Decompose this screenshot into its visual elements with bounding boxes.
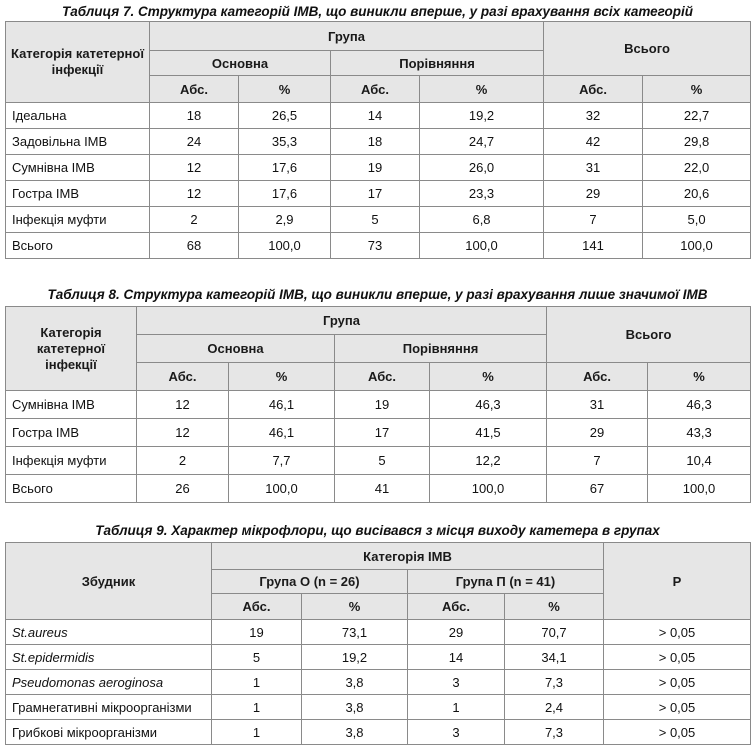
cell-value: 29 xyxy=(547,419,648,447)
cell-value: 7 xyxy=(547,447,648,475)
cell-value: > 0,05 xyxy=(604,720,751,745)
table7-header-abs: Абс. xyxy=(150,76,239,103)
table8 xyxy=(5,306,751,503)
row-label: Всього xyxy=(6,475,137,503)
table7-header-abs: Абс. xyxy=(544,76,643,103)
row-label: Pseudomonas aeroginosa xyxy=(6,670,212,695)
table-row xyxy=(6,645,751,670)
table-row xyxy=(6,695,751,720)
table-row xyxy=(6,720,751,745)
cell-value: 35,3 xyxy=(239,129,331,155)
cell-value: 100,0 xyxy=(239,233,331,259)
table-row xyxy=(6,103,751,129)
cell-value: 26,5 xyxy=(239,103,331,129)
table9-header-category: Категорія ІМВ xyxy=(212,543,604,570)
cell-value: 18 xyxy=(150,103,239,129)
cell-value: 18 xyxy=(331,129,420,155)
cell-value: 67 xyxy=(547,475,648,503)
table8-header-abs: Абс. xyxy=(137,363,229,391)
cell-value: 2 xyxy=(137,447,229,475)
cell-value: 22,0 xyxy=(643,155,751,181)
cell-value: 31 xyxy=(547,391,648,419)
table7 xyxy=(5,21,751,259)
cell-value: 5 xyxy=(331,207,420,233)
cell-value: 70,7 xyxy=(505,620,604,645)
cell-value: 29 xyxy=(408,620,505,645)
table7-header-comparison: Порівняння xyxy=(331,51,544,76)
table8-header-total: Всього xyxy=(547,307,751,363)
cell-value: 41,5 xyxy=(430,419,547,447)
cell-value: 7,3 xyxy=(505,670,604,695)
cell-value: 12 xyxy=(150,181,239,207)
table8-header-pct: % xyxy=(430,363,547,391)
cell-value: 100,0 xyxy=(420,233,544,259)
table-row-total xyxy=(6,233,751,259)
table9-header-group-p: Група П (n = 41) xyxy=(408,570,604,594)
row-label: Сумнівна ІМВ xyxy=(6,155,150,181)
row-label: Інфекція муфти xyxy=(6,447,137,475)
table-row xyxy=(6,419,751,447)
table7-header-pct: % xyxy=(420,76,544,103)
cell-value: > 0,05 xyxy=(604,620,751,645)
cell-value: 24,7 xyxy=(420,129,544,155)
cell-value: 17 xyxy=(335,419,430,447)
cell-value: 6,8 xyxy=(420,207,544,233)
cell-value: 29 xyxy=(544,181,643,207)
cell-value: 141 xyxy=(544,233,643,259)
row-label: Ідеальна xyxy=(6,103,150,129)
table8-caption: Таблиця 8. Структура категорій ІМВ, що виникли вперше, у разі врахування лише значимої ІМВ xyxy=(47,287,708,302)
cell-value: 46,1 xyxy=(229,391,335,419)
cell-value: 42 xyxy=(544,129,643,155)
cell-value: 19 xyxy=(331,155,420,181)
cell-value: 1 xyxy=(212,720,302,745)
cell-value: 26,0 xyxy=(420,155,544,181)
cell-value: 43,3 xyxy=(648,419,751,447)
cell-value: 100,0 xyxy=(229,475,335,503)
row-label: St.epidermidis xyxy=(6,645,212,670)
table-row xyxy=(6,447,751,475)
cell-value: 31 xyxy=(544,155,643,181)
cell-value: 100,0 xyxy=(643,233,751,259)
table7-header-pct: % xyxy=(239,76,331,103)
table7-header-main: Основна xyxy=(150,51,331,76)
cell-value: 1 xyxy=(408,695,505,720)
row-label: Задовільна ІМВ xyxy=(6,129,150,155)
table8-header-category: Категорія катетерної інфекції xyxy=(6,307,137,391)
table-row-total xyxy=(6,475,751,503)
table7-header-total: Всього xyxy=(544,22,751,76)
cell-value: 2,4 xyxy=(505,695,604,720)
row-label: Всього xyxy=(6,233,150,259)
cell-value: 26 xyxy=(137,475,229,503)
cell-value: 41 xyxy=(335,475,430,503)
table9 xyxy=(5,542,751,745)
cell-value: 2,9 xyxy=(239,207,331,233)
table7-header-pct: % xyxy=(643,76,751,103)
row-label: Грибкові мікроорганізми xyxy=(6,720,212,745)
cell-value: 20,6 xyxy=(643,181,751,207)
cell-value: 19 xyxy=(212,620,302,645)
cell-value: 2 xyxy=(150,207,239,233)
table-row xyxy=(6,207,751,233)
cell-value: 17,6 xyxy=(239,155,331,181)
cell-value: 46,1 xyxy=(229,419,335,447)
table7-caption: Таблиця 7. Структура категорій ІМВ, що виникли вперше, у разі врахування всіх категорій xyxy=(61,4,694,19)
cell-value: 7,7 xyxy=(229,447,335,475)
cell-value: 73,1 xyxy=(302,620,408,645)
cell-value: 23,3 xyxy=(420,181,544,207)
row-label: Гостра ІМВ xyxy=(6,419,137,447)
table8-header-main: Основна xyxy=(137,335,335,363)
row-label: Сумнівна ІМВ xyxy=(6,391,137,419)
cell-value: 17 xyxy=(331,181,420,207)
table8-header-comparison: Порівняння xyxy=(335,335,547,363)
cell-value: 34,1 xyxy=(505,645,604,670)
cell-value: 12 xyxy=(137,391,229,419)
table7-header-group: Група xyxy=(150,22,544,51)
cell-value: 1 xyxy=(212,695,302,720)
table-row xyxy=(6,391,751,419)
cell-value: > 0,05 xyxy=(604,645,751,670)
cell-value: 5,0 xyxy=(643,207,751,233)
cell-value: 3,8 xyxy=(302,670,408,695)
cell-value: 1 xyxy=(212,670,302,695)
cell-value: 14 xyxy=(331,103,420,129)
cell-value: 3 xyxy=(408,670,505,695)
cell-value: 5 xyxy=(212,645,302,670)
table8-header-group: Група xyxy=(137,307,547,335)
cell-value: 22,7 xyxy=(643,103,751,129)
cell-value: 10,4 xyxy=(648,447,751,475)
cell-value: 7,3 xyxy=(505,720,604,745)
cell-value: 12,2 xyxy=(430,447,547,475)
cell-value: 29,8 xyxy=(643,129,751,155)
cell-value: 14 xyxy=(408,645,505,670)
cell-value: 7 xyxy=(544,207,643,233)
cell-value: 3,8 xyxy=(302,720,408,745)
cell-value: 5 xyxy=(335,447,430,475)
cell-value: 3 xyxy=(408,720,505,745)
row-label: Інфекція муфти xyxy=(6,207,150,233)
cell-value: 19,2 xyxy=(420,103,544,129)
cell-value: 3,8 xyxy=(302,695,408,720)
cell-value: 46,3 xyxy=(648,391,751,419)
table9-header-pct: % xyxy=(505,594,604,620)
row-label: Гостра ІМВ xyxy=(6,181,150,207)
table7-header-abs: Абс. xyxy=(331,76,420,103)
row-label: St.aureus xyxy=(6,620,212,645)
table7-header-category: Категорія катетерної інфекції xyxy=(6,22,150,103)
table9-header-p: P xyxy=(604,543,751,620)
cell-value: 32 xyxy=(544,103,643,129)
table8-header-pct: % xyxy=(229,363,335,391)
row-label: Грамнегативні мікроорганізми xyxy=(6,695,212,720)
table-row xyxy=(6,620,751,645)
cell-value: > 0,05 xyxy=(604,670,751,695)
table9-header-pct: % xyxy=(302,594,408,620)
table8-header-pct: % xyxy=(648,363,751,391)
cell-value: 73 xyxy=(331,233,420,259)
cell-value: 19,2 xyxy=(302,645,408,670)
table-row xyxy=(6,129,751,155)
table9-header-group-o: Група О (n = 26) xyxy=(212,570,408,594)
cell-value: 100,0 xyxy=(648,475,751,503)
table9-header-agent: Збудник xyxy=(6,543,212,620)
table-row xyxy=(6,155,751,181)
cell-value: 24 xyxy=(150,129,239,155)
table9-caption: Таблиця 9. Характер мікрофлори, що висівався з місця виходу катетера в групах xyxy=(95,523,660,538)
table9-header-abs: Абс. xyxy=(212,594,302,620)
cell-value: 12 xyxy=(150,155,239,181)
cell-value: 12 xyxy=(137,419,229,447)
cell-value: 68 xyxy=(150,233,239,259)
table-row xyxy=(6,181,751,207)
table-row xyxy=(6,670,751,695)
cell-value: > 0,05 xyxy=(604,695,751,720)
table8-header-abs: Абс. xyxy=(335,363,430,391)
cell-value: 100,0 xyxy=(430,475,547,503)
cell-value: 19 xyxy=(335,391,430,419)
table8-header-abs: Абс. xyxy=(547,363,648,391)
table9-header-abs: Абс. xyxy=(408,594,505,620)
cell-value: 17,6 xyxy=(239,181,331,207)
cell-value: 46,3 xyxy=(430,391,547,419)
